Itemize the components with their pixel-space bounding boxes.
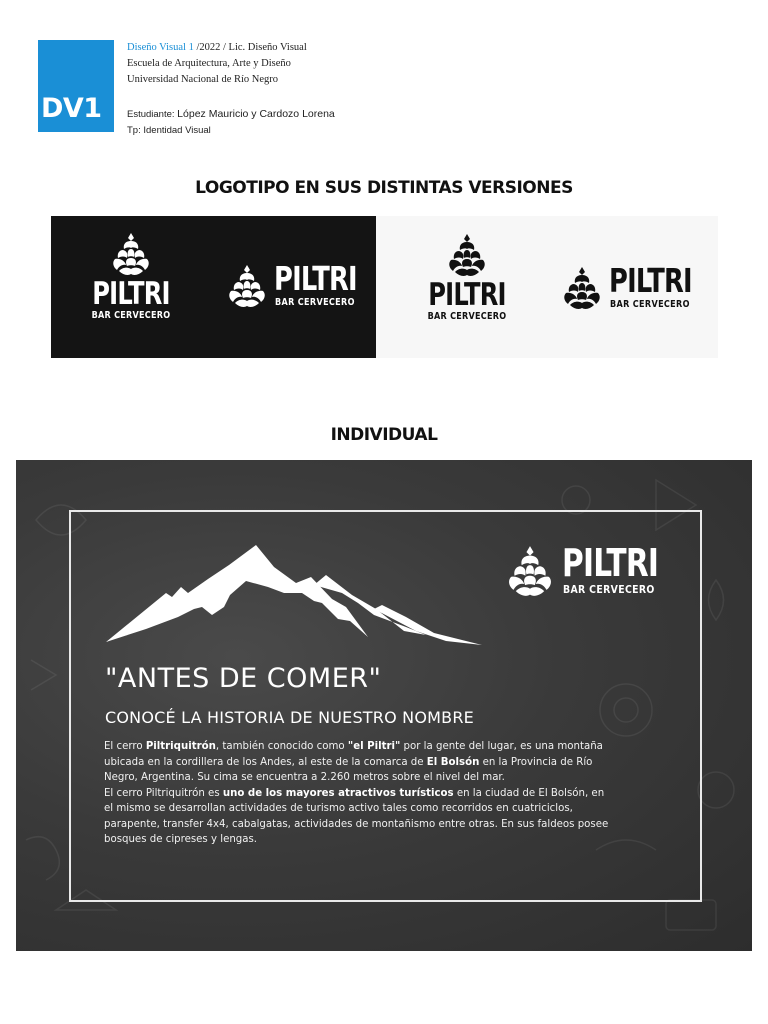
tp-line: Tp: Identidad Visual bbox=[127, 125, 211, 136]
artichoke-hop-icon bbox=[447, 233, 487, 277]
text-bold: "el Piltri" bbox=[347, 741, 401, 752]
header-university-line: Universidad Nacional de Río Negro bbox=[127, 74, 279, 85]
text-bold: Piltriquitrón bbox=[145, 741, 216, 752]
text-run: en la ciudad de El Bolsón, en el mismo se desarrollan actividades de turismo activo tales como recorridos en cuatriciclos, parapente, transfer 4x4, cabalgatas, actividades de montañismo entre otras. En sus faldeos posee bosques de cipreses y lengas. bbox=[104, 787, 609, 845]
logo-word: PILTRI bbox=[562, 541, 659, 585]
logo-word: PILTRI bbox=[274, 259, 357, 298]
logo-word: PILTRI bbox=[428, 277, 506, 313]
logo-word: PILTRI bbox=[609, 261, 692, 300]
text-run: en la Provincia de Río Negro, Argentina. Su cima se encuentra a 2.260 metros sobre el nivel del mar. bbox=[104, 756, 593, 783]
student-names: López Mauricio y Cardozo Lorena bbox=[177, 108, 335, 120]
artichoke-hop-icon bbox=[562, 266, 602, 310]
logo-sub: BAR CERVECERO bbox=[91, 310, 171, 321]
board-subhead: CONOCÉ LA HISTORIA DE NUESTRO NOMBRE bbox=[105, 708, 474, 727]
text-run: , también conocido como bbox=[215, 741, 348, 752]
logo-horizontal-black bbox=[562, 261, 702, 316]
logo-stacked-white bbox=[71, 232, 191, 321]
board-headline: "ANTES DE COMER" bbox=[105, 663, 382, 694]
header-student-block bbox=[127, 106, 335, 139]
board-paragraph-1 bbox=[104, 739, 609, 786]
dv1-badge bbox=[38, 40, 114, 132]
student-label: Estudiante: bbox=[127, 109, 178, 120]
course-name: Diseño Visual 1 bbox=[127, 42, 194, 53]
logo-panel-dark bbox=[51, 216, 376, 358]
header-course-line bbox=[127, 40, 307, 56]
artichoke-hop-icon bbox=[227, 264, 267, 308]
student-line bbox=[127, 106, 335, 123]
text-run: El cerro Piltriquitrón es bbox=[104, 787, 223, 799]
mountain-range-icon bbox=[106, 545, 482, 645]
section-title-individual: INDIVIDUAL bbox=[330, 425, 438, 445]
logo-word: PILTRI bbox=[92, 276, 170, 312]
logo-horizontal-white bbox=[227, 259, 367, 314]
text-run: El cerro bbox=[104, 741, 146, 752]
board-paragraph-2 bbox=[104, 786, 609, 848]
logo-sub: BAR CERVECERO bbox=[563, 583, 655, 596]
text-run: por la gente del lugar, es una montaña ubicada en la cordillera de los Andes, al este de la comarca de bbox=[104, 741, 603, 768]
artichoke-hop-icon bbox=[111, 232, 151, 276]
logo-sub: BAR CERVECERO bbox=[427, 311, 507, 322]
section-title-versions: LOGOTIPO EN SUS DISTINTAS VERSIONES bbox=[195, 178, 573, 198]
logo-stacked-black bbox=[407, 233, 527, 322]
header-school-line: Escuela de Arquitectura, Arte y Diseño bbox=[127, 58, 291, 69]
logo-panel-light bbox=[376, 216, 718, 358]
logo-horizontal-board bbox=[506, 541, 666, 596]
logo-sub: BAR CERVECERO bbox=[275, 297, 355, 308]
artichoke-hop-icon bbox=[506, 545, 554, 597]
logo-sub: BAR CERVECERO bbox=[610, 299, 690, 310]
course-year: /2022 / Lic. Diseño Visual bbox=[193, 42, 307, 53]
chalkboard-placemat bbox=[16, 460, 752, 951]
board-body-text bbox=[104, 739, 609, 848]
text-bold: El Bolsón bbox=[426, 756, 480, 768]
dv1-badge-text: DV1 bbox=[41, 93, 102, 124]
text-bold: uno de los mayores atractivos turísticos bbox=[222, 787, 454, 799]
